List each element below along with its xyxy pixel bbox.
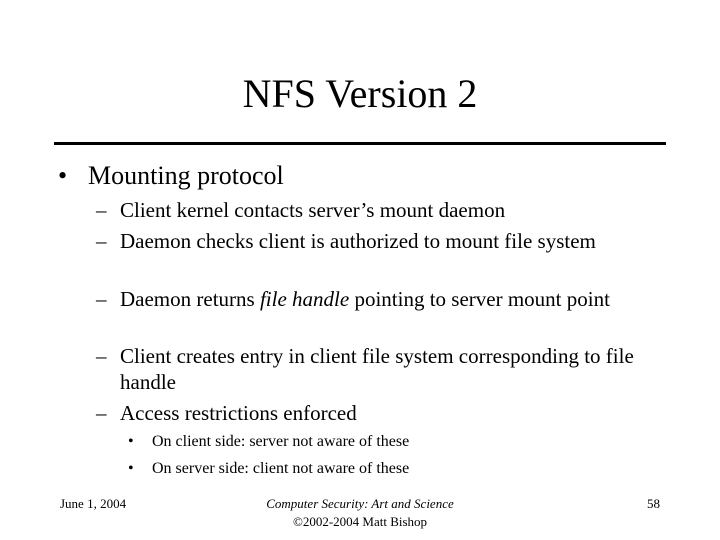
subitem-text-after: pointing to server mount point	[349, 287, 610, 311]
subitem-text: Access restrictions enforced	[120, 401, 357, 425]
subitem	[96, 197, 656, 223]
sub-subitem	[128, 432, 409, 452]
subitem	[96, 228, 656, 254]
dash-marker: –	[96, 229, 107, 253]
subitem-text: Client kernel contacts server’s mount daemon	[120, 198, 506, 222]
subitem-text-italic: file handle	[259, 287, 350, 311]
sub-subitem-text: On server side: client not aware of these	[152, 460, 410, 477]
subitem-text: Client creates entry in client file system corresponding to file handle	[120, 344, 634, 394]
bullet-marker: •	[128, 460, 134, 477]
page-number: 58	[647, 496, 660, 511]
footer-book-title: Computer Security: Art and Science	[266, 496, 454, 511]
subitem	[96, 343, 656, 395]
bullet-marker: •	[128, 433, 134, 450]
sub-subitem-text: On client side: server not aware of these	[152, 433, 410, 450]
footer-date: June 1, 2004	[60, 496, 127, 511]
bullet-mounting-protocol	[58, 160, 284, 192]
dash-marker: –	[96, 344, 107, 368]
dash-marker: –	[96, 287, 107, 311]
bullet-text: Mounting protocol	[88, 161, 284, 190]
sub-subitem	[128, 459, 409, 479]
bullet-marker: •	[58, 161, 68, 190]
subitem	[96, 400, 656, 426]
subitem-text: Daemon checks client is authorized to mount file system	[120, 229, 596, 253]
subitem-text	[120, 286, 656, 312]
dash-marker: –	[96, 198, 107, 222]
subitem-text-before: Daemon returns	[120, 287, 260, 311]
footer-credit	[0, 495, 720, 531]
footer-copyright: ©2002-2004 Matt Bishop	[292, 514, 428, 529]
subitem	[96, 286, 656, 312]
dash-marker: –	[96, 401, 107, 425]
slide-title: NFS Version 2	[242, 71, 478, 116]
